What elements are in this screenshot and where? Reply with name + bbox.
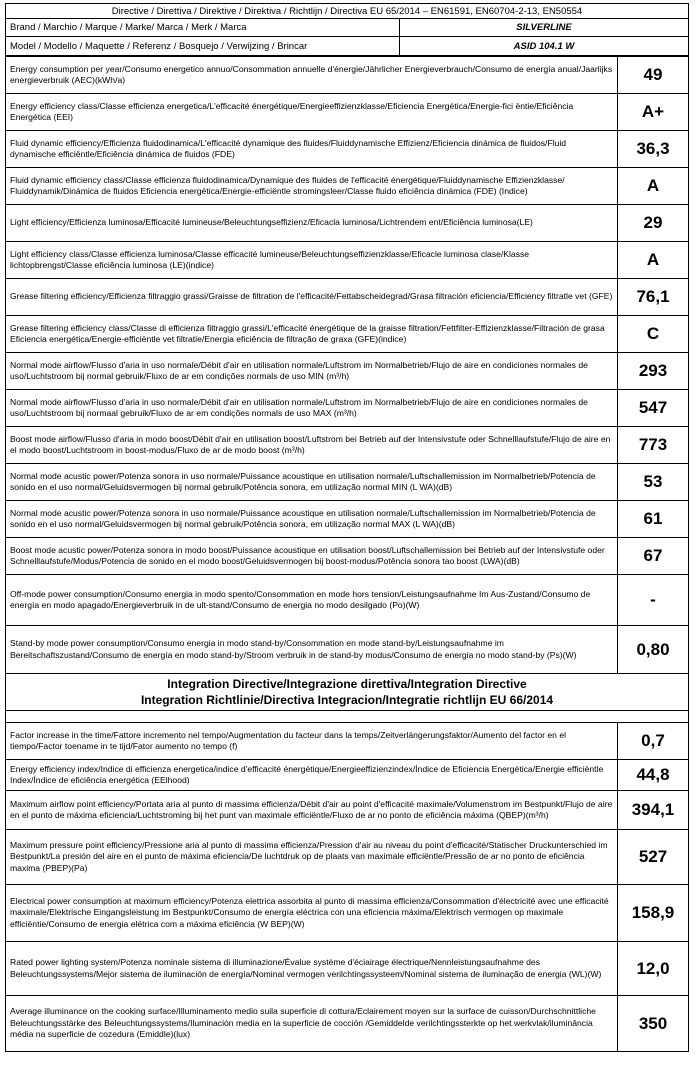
energy-label-sheet bbox=[5, 3, 688, 1052]
spec-description: Boost mode acustic power/Potenza sonora in modo boost/Puissance acoustique en utilisation boost/Luftschallemission bei Betrieb auf der Intensivstufe oder Schnelllaufstufe/Modus/Potencia de sonido en el modo boost/Geluidsvermogen bij boost-modus/Potência sonora tao boost (LWA)(dB) bbox=[6, 538, 618, 575]
spec-value: 547 bbox=[618, 390, 689, 427]
spec-description: Factor increase in the time/Fattore incremento nel tempo/Augmentation du facteur dans la temps/Zeitverlängerungsfaktor/Aumento del factor en el tiempo/Factor toename in te tijd/Fator aumento no tempo (f) bbox=[6, 723, 618, 760]
header-table bbox=[5, 3, 689, 56]
spec-description: Electrical power consumption at maximum efficiency/Potenza elettrica assorbita al punto di massima efficienza/Consommation d'électricité avec une efficacité maximale/Elektrische Eingangsleistung im Bestpunkt/Consumo de energía eléctrica con una eficiencia máxima/Elektrisch vermogen op maximale efficiëntie/Consumo de energia elétrica com a máxima eficiência (W BEP)(W) bbox=[6, 885, 618, 942]
spec-row bbox=[6, 464, 689, 501]
spec-value: 53 bbox=[618, 464, 689, 501]
spec-row bbox=[6, 830, 689, 885]
spec-description: Maximum airflow point efficiency/Portata aria al punto di massima efficienza/Débit d'air au point d'efficacité maximale/Volumenstrom im Bestpunkt/Flujo de aire en el punto de máxima eficiencia/Luchtstroming bij het punt van maximale efficiëntle/Fluxo de ar no ponto de eficiência máxima (QBEP)(m³/h) bbox=[6, 791, 618, 830]
spec-row bbox=[6, 760, 689, 791]
spec-row bbox=[6, 205, 689, 242]
spec-row bbox=[6, 538, 689, 575]
spec-row bbox=[6, 390, 689, 427]
spec-value: 67 bbox=[618, 538, 689, 575]
spec-row bbox=[6, 501, 689, 538]
spec-value: 773 bbox=[618, 427, 689, 464]
spec-value: 36,3 bbox=[618, 131, 689, 168]
spec-value: 29 bbox=[618, 205, 689, 242]
spec-description: Normal mode airflow/Flusso d'aria in uso normale/Débit d'air en utilisation normale/Luftstrom im Normalbetrieb/Flujo de aire en condiciones normales de uso/Luchtstroom bij normaal gebruik/Fluxo de ar em condições normals de uso MAX (m³/h) bbox=[6, 390, 618, 427]
spec-row bbox=[6, 57, 689, 94]
spec-row bbox=[6, 353, 689, 390]
spec-row bbox=[6, 279, 689, 316]
spec-row bbox=[6, 168, 689, 205]
spec-description: Fluid dynamic efficiency/Efficienza fluidodinamica/L'efficacité dynamique des fluides/Fluiddynamische Effizienz/Eficiencia dinámica de fluidos/Fluid dynamische efficiëntle/Eficiência dinámica de fluidos (FDE) bbox=[6, 131, 618, 168]
parameters-table bbox=[5, 56, 689, 1052]
spec-description: Boost mode airflow/Flusso d'aria in modo boost/Débit d'air en utilisation boost/Luftstrom bei Betrieb auf der Intensivstufe oder Schnelllaufstufe/Flujo de aire en el modo boost/Luchtstroom in boost-modus/Fluxo de ar de modo boost (m³/h) bbox=[6, 427, 618, 464]
spec-value: C bbox=[618, 316, 689, 353]
model-value: ASID 104.1 W bbox=[400, 37, 689, 56]
spec-value: 12,0 bbox=[618, 942, 689, 996]
spec-value: 0,80 bbox=[618, 626, 689, 674]
spec-row bbox=[6, 575, 689, 626]
spec-row bbox=[6, 242, 689, 279]
integration-heading-line-1: Integration Directive/Integrazione direttiva/Integration Directive bbox=[167, 676, 527, 691]
spec-value: 394,1 bbox=[618, 791, 689, 830]
spec-row bbox=[6, 94, 689, 131]
spec-description: Normal mode airflow/Flusso d'aria in uso normale/Débit d'air en utilisation normale/Luftstrom im Normalbetrieb/Flujo de aire en condiciones normales de uso/Luchtstroom bij normal gebruik/Fluxo de ar em condições normals de uso MIN (m³/h) bbox=[6, 353, 618, 390]
spec-description: Energy efficiency index/Indice di efficienza energetica/indice d'efficacité énergétique/Energieeffizienzindex/Índice de Eficiencia Energética/Energie efficiëntle Index/Índice de eficiência energética (EElhood) bbox=[6, 760, 618, 791]
spec-row bbox=[6, 131, 689, 168]
spec-value: 350 bbox=[618, 996, 689, 1052]
model-label: Model / Modello / Maquette / Referenz / Bosquejo / Verwijzing / Brincar bbox=[6, 37, 400, 56]
spec-description: Rated power lighting system/Potenza nominale sistema di illuminazione/Évalue système d'éciairage électrique/Nennleistungsaufnahme des Beleuchtungssystems/Mejor sistema de iluminación de energía/Nominal vermogen verilchtingssysteem/Nominal sistema de iluminação de energia (WL)(W) bbox=[6, 942, 618, 996]
spec-value: A+ bbox=[618, 94, 689, 131]
spec-description: Average illuminance on the cooking surface/Illuminamento medio suila superficie di cottura/Eclairement moyen sur la surface de cuisson/Durchschnittliche Beleuchtungsstärke des Beleuchtungssystems/Iluminación media en la superficie de cocción /Gemiddelde verilchtingssterkte op het werkvlak/iluminância média na superficie de cozedura (Emiddle)(lux) bbox=[6, 996, 618, 1052]
spec-description: Stand-by mode power consumption/Consumo energia in modo stand-by/Consommation en mode stand-by/Leistungsaufnahme im Bereitschaftszustand/Consumo de energía en modo stand-by/Stroom verbruik in de stand-by modus/Consumo de energia no modo stand-by (Ps)(W) bbox=[6, 626, 618, 674]
spec-row bbox=[6, 316, 689, 353]
spec-row bbox=[6, 791, 689, 830]
spec-value: 44,8 bbox=[618, 760, 689, 791]
section-spacer bbox=[6, 711, 689, 723]
spec-value: 49 bbox=[618, 57, 689, 94]
spec-value: - bbox=[618, 575, 689, 626]
spec-description: Normal mode acustic power/Potenza sonora in uso normale/Puissance acoustique en utilisation normale/Luftschallemission im Normalbetrieb/Potencia de sonido en el uso normal/Geluidsvermogen bij normal gebruik/Potência sonora, em utilização normal MIN (L WA)(dB) bbox=[6, 464, 618, 501]
spec-description: Energy efficiency class/Classe efficienza energetica/L'efficacité énergétique/Energieeffizienzklasse/Eficiencia Energética/Energie-fici ëntie/Eficiência Energética (EEI) bbox=[6, 94, 618, 131]
spec-row bbox=[6, 885, 689, 942]
spec-description: Maximum pressure point efficiency/Pressione aria al punto di massima efficienza/Pression d'air au niveau du point d'efficacité/Statischer Druckunterschied im Bestpunkt/La presión del aire en el punto de máxima eficiencia/De luchtdruk op de plaats van maximale efficiëntle/Pressão de ar no ponto de eficiência maxima (PBEP)(Pa) bbox=[6, 830, 618, 885]
brand-value: SILVERLINE bbox=[400, 19, 689, 37]
spec-value: 527 bbox=[618, 830, 689, 885]
spec-description: Grease filtering efficiency/Efficienza filtraggio grassi/Graisse de filtration de l'efficacité/Fettabscheidegrad/Grasa filtración eficiencia/Efficiency filtratle vet (GFE) bbox=[6, 279, 618, 316]
spec-description: Light efficiency class/Classe efficienza luminosa/Classe efficacité lumineuse/Beleuchtungseffizienzklasse/Eficacle luminosa clase/Klasse lichtopbrengst/Classe eficiência luminosa (LE)(indice) bbox=[6, 242, 618, 279]
spec-description: Grease filtering efficiency class/Classe di efficienza filtraggio grassi/L'efficacité énergétique de la graisse filtration/Fettfilter-Effizienzklasse/Filtración de grasa Eficiencia energética/Energie-efficiëntle vet filtratie/Energia eficiência de filtração de graxa (GFE)(indice) bbox=[6, 316, 618, 353]
spec-description: Energy consumption per year/Consumo energetico annuo/Consommation annuelle d'énergie/Jährlicher Energieverbrauch/Consumo de energía anual/Jaarlijks energieverbruik (AEC)(kWh/a) bbox=[6, 57, 618, 94]
spec-value: 76,1 bbox=[618, 279, 689, 316]
integration-heading-line-2: Integration Richtlinie/Directiva Integracion/Integratie richtlijn EU 66/2014 bbox=[140, 693, 554, 707]
spec-description: Fluid dynamic efficiency class/Classe efficienza fluidodinamica/Dynamique des fluides de l'efficacité énergétique/Fluiddynamische Effizienzklasse/ Fluiddynamik/Dinámica de fluidos Eficiencia energética/Energie-efficiëntle stromingsleer/Classe fluido eficiência dinámica (FDE) (Indice) bbox=[6, 168, 618, 205]
spec-description: Normal mode acustic power/Potenza sonora in uso normale/Puissance acoustique en utilisation normale/Luftschallemission im Normalbetrieb/Potencia de sonido en el uso normal/Geluidsvermogen bij normal gebruik/Potência sonora, em utilização normal MAX (L WA)(dB) bbox=[6, 501, 618, 538]
spec-value: 0,7 bbox=[618, 723, 689, 760]
spec-value: 158,9 bbox=[618, 885, 689, 942]
brand-label: Brand / Marchio / Marque / Marke/ Marca / Merk / Marca bbox=[6, 19, 400, 37]
spec-value: A bbox=[618, 168, 689, 205]
spec-value: 61 bbox=[618, 501, 689, 538]
spec-description: Light efficiency/Efficienza luminosa/Efficacité lumineuse/Beleuchtungseffizienz/Eficacla luminosa/Lichtrendem ent/Eficiência luminosa(LE) bbox=[6, 205, 618, 242]
spec-row bbox=[6, 942, 689, 996]
integration-directive-heading bbox=[6, 674, 689, 711]
spec-row bbox=[6, 427, 689, 464]
spec-row bbox=[6, 723, 689, 760]
spec-row bbox=[6, 996, 689, 1052]
spec-description: Off-mode power consumption/Consumo energia in modo spento/Consommation en mode hors tension/Leistungsaufnahme Im Aus-Zustand/Consumo de energía en modo apagado/Energieverbruik in de ult-stand/Consumo de energia no modo desilgado (Po)(W) bbox=[6, 575, 618, 626]
directive-title: Directive / Direttiva / Direktive / Direktiva / Richtlijn / Directiva EU 65/2014 – EN61591, EN60704-2-13, EN50554 bbox=[6, 4, 689, 19]
spec-row bbox=[6, 626, 689, 674]
spec-value: 293 bbox=[618, 353, 689, 390]
spec-value: A bbox=[618, 242, 689, 279]
